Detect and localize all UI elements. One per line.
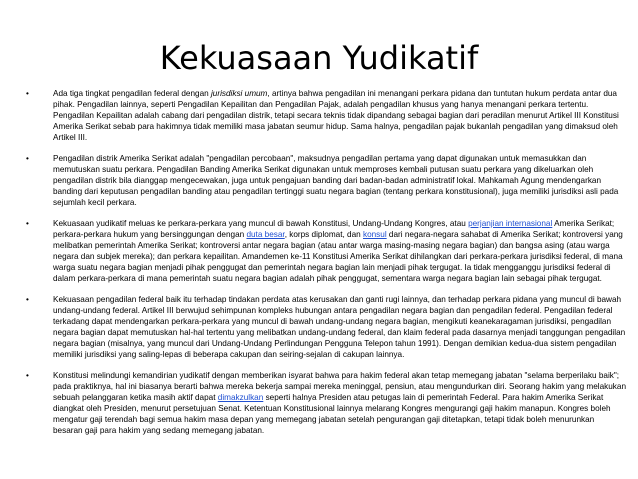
link-perjanjian-internasional[interactable]: perjanjian internasional bbox=[468, 219, 553, 228]
bullet-item-3 bbox=[26, 218, 626, 284]
bullet-marker: • bbox=[26, 89, 29, 98]
text-segment: Kekuasaan yudikatif meluas ke perkara-perkara yang muncul di bawah Konstitusi, Undang-Undang Kongres, atau bbox=[53, 219, 469, 228]
bullet-marker: • bbox=[26, 154, 29, 163]
link-dimakzulkan[interactable]: dimakzulkan bbox=[217, 393, 264, 402]
bullet-text bbox=[53, 370, 626, 436]
text-segment: , artinya bahwa pengadilan ini menangani perkara pidana dan tuntutan hukum perdata antar dua pihak. Pengadilan lainnya, seperti Pengadilan Kepailitan dan Pengadilan Pajak, adalah pengadilan khusus yang hanya menangani perkara tertentu. Pengadilan Kepailitan adalah cabang dari pengadilan distrik, tetapi secara teknis tidak dipandang sebagai bagian dari peradilan menurut Artikel III Konstitusi Amerika Serikat sebab para hakimnya tidak memiliki masa jabatan seumur hidup. Sama halnya, pengadilan pajak bukanlah pengadilan yang dimaksud oleh Artikel III. bbox=[53, 89, 619, 142]
text-segment: Konstitusi melindungi kemandirian yudikatif dengan memberikan isyarat bahwa para hakim federal akan tetap memegang jabatan "selama berperilaku baik"; pada praktiknya, hal ini biasanya berarti bahwa mereka bekerja sampai mereka meninggal, pensiun, atau mengundurkan diri. Seorang hakim yang melakukan sebuah pelanggaran ketika masih aktif dapat bbox=[53, 371, 627, 402]
bullet-item-4 bbox=[26, 294, 626, 360]
bullet-text bbox=[53, 294, 626, 360]
text-segment: Ada tiga tingkat pengadilan federal dengan bbox=[53, 89, 211, 98]
text-segment: Pengadilan distrik Amerika Serikat adalah "pengadilan percobaan", maksudnya pengadilan pertama yang dapat digunakan untuk memasukkan dan memutuskan suatu perkara. Pengadilan Banding Amerika Serikat digunakan untuk memproses kembali putusan suatu perkara yang dikeluarkan oleh pengadilan distrik bila dianggap mengecewakan, juga untuk pengajuan banding dari badan-badan administratif lokal. Mahkamah Agung mendengarkan banding dari keputusan pengadilan banding atau pengadilan tertinggi suatu negara bagian (tentang perkara konstitusional), juga memiliki jurisdiksi asli pada sejumlah kecil perkara. bbox=[53, 154, 619, 207]
bullet-item-2 bbox=[26, 153, 626, 208]
link-duta-besar[interactable]: duta besar bbox=[246, 230, 285, 239]
bullet-item-1 bbox=[26, 88, 626, 143]
italic-term-jurisdiksi-umum: jurisdiksi umum bbox=[210, 89, 268, 98]
bullet-text bbox=[53, 153, 626, 208]
bullet-text bbox=[53, 88, 626, 143]
bullet-marker: • bbox=[26, 219, 29, 228]
text-segment: Amerika Serikat; perkara-perkara hukum yang bersinggungan dengan bbox=[53, 219, 615, 239]
slide-title: Kekuasaan Yudikatif bbox=[159, 39, 479, 77]
bullet-text bbox=[53, 218, 626, 284]
link-konsul[interactable]: konsul bbox=[362, 230, 387, 239]
bullet-marker: • bbox=[26, 371, 29, 380]
text-segment: , korps diplomat, dan bbox=[284, 230, 363, 239]
text-segment: Kekuasaan pengadilan federal baik itu terhadap tindakan perdata atas kerusakan dan ganti rugi lainnya, dan terhadap perkara pidana yang muncul di bawah undang-undang federal. Artikel III berwujud sehimpunan kompleks hubungan antara pengadilan negara bagian dan pengadilan federal. Pengadilan federal terkadang dapat mendengarkan perkara-perkara yang muncul di bawah undang-undang negara bagian, mengikuti keanekaragaman jurisdiksi, pengadilan negara bagian dapat memutuskan hal-hal tertentu yang melibatkan undang-undang federal, dan klaim federal pada dasarnya menjadi tanggungan pengadilan negara bagian (misalnya, yang muncul dari Undang-Undang Perlindungan Pengguna Telepon tahun 1991). Dengan demikian kedua-dua sistem pengadilan memiliki jurisdiksi yang saling-lepas di beberapa cakupan dan seiring-sejalan di cakupan lainnya. bbox=[53, 295, 626, 359]
text-segment: dari negara-negara sahabat di Amerika Serikat; kontroversi yang melibatkan pemerintah Amerika Serikat; kontroversi antar negara bagian (atau antar warga masing-masing negara bagian) dan bangsa asing (atau warga negara dan subjek mereka); dan perkara kepailitan. Amandemen ke-11 Konstitusi Amerika Serikat dihilangkan dari perkara-perkara jurisdiksi federal, di mana warga suatu negara bagian menjadi pihak penggugat dan pemerintah negara bagian lain menjadi pihak tergugat. Ia tidak mengganggu jurisdiksi federal di dalam perkara-perkara di mana pemerintah suatu negara bagian adalah pihak penggugat, sementara warga negara bagian lain sebagai pihak tergugat. bbox=[53, 230, 623, 283]
text-segment: seperti halnya Presiden atau petugas lain di pemerintah Federal. Para hakim Amerika Serikat diangkat oleh Presiden, menurut persetujuan Senat. Ketentuan Konstitusional lainnya melarang Kongres mengurangi gaji hakim manapun. Kongres boleh mengatur gaji terendah bagi semua hakim masa depan yang memegang jabatan setelah pengurangan gaji ditetapkan, tetapi tidak boleh menurunkan besaran gaji para hakim yang sedang memegang jabatan. bbox=[53, 393, 611, 435]
bullet-item-5 bbox=[26, 370, 626, 436]
bullet-list bbox=[26, 88, 626, 446]
bullet-marker: • bbox=[26, 295, 29, 304]
